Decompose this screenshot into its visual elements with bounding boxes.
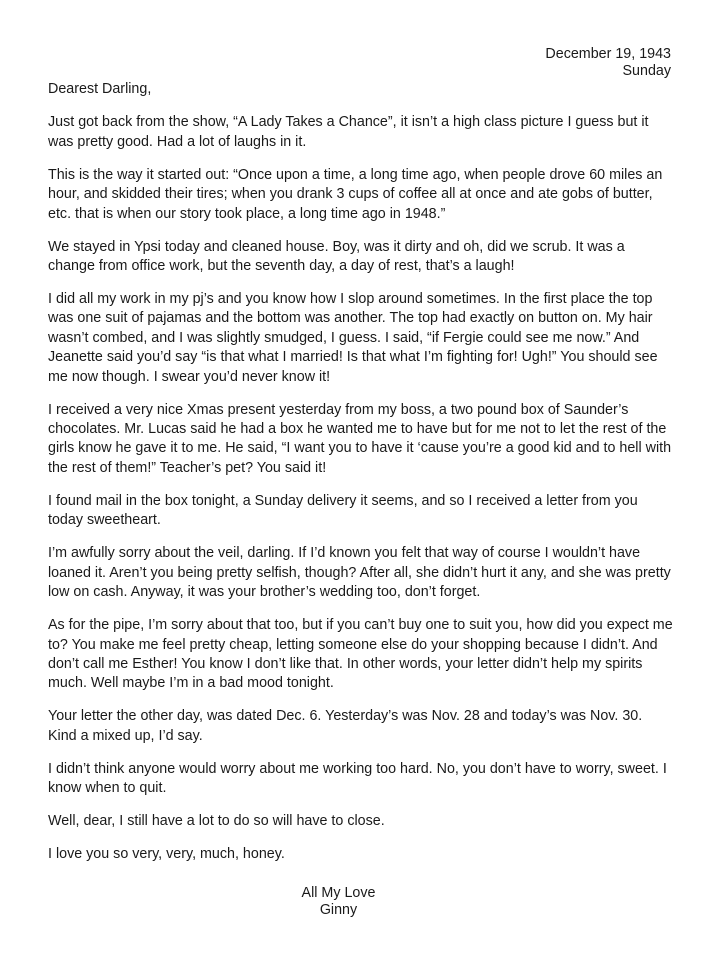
paragraph: Well, dear, I still have a lot to do so will have to close. (48, 813, 385, 830)
paragraph: We stayed in Ypsi today and cleaned house. Boy, was it dirty and oh, did we scrub. It was a change from office work, but the seventh day, a day of rest, that’s a laugh! (48, 238, 625, 275)
letter-body (48, 113, 673, 864)
paragraph: Just got back from the show, “A Lady Takes a Chance”, it isn’t a high class picture I guess but it was pretty good. Had a lot of laughs in it. (48, 114, 649, 150)
paragraph: Your letter the other day, was dated Dec. 6. Yesterday’s was Nov. 28 and today’s was Nov. 30. Kind a mixed up, I’d say. (48, 708, 643, 744)
closing-block (26, 885, 651, 919)
date-block (48, 46, 671, 80)
letter-day: Sunday (622, 63, 671, 79)
closing-line: All My Love (301, 884, 376, 901)
paragraph: I love you so very, very, much, honey. (48, 846, 285, 863)
paragraph: As for the pipe, I’m sorry about that too, but if you can’t buy one to suit you, how did you expect me to? You make me feel pretty cheap, letting someone else do your shopping because I didn’t. And don’t call me Esther! You know I don’t like that. In other words, your letter didn’t help my spirits much. Well maybe I’m in a bad mood tonight. (48, 617, 673, 692)
paragraph: I didn’t think anyone would worry about me working too hard. No, you don’t have to worry, sweet. I know when to quit. (48, 760, 667, 797)
signature: Ginny (319, 901, 358, 918)
letter-page (48, 46, 673, 919)
paragraph: I found mail in the box tonight, a Sunday delivery it seems, and so I received a letter from you today sweetheart. (48, 492, 638, 529)
paragraph: I received a very nice Xmas present yesterday from my boss, a two pound box of Saunder’s chocolates. Mr. Lucas said he had a box he wanted me to have but for me not to let the rest of the girls know he gave it to me. He said, “I want you to have it ‘cause you’re a good kid and to hell with the rest of them!” Teacher’s pet? You said it! (48, 401, 672, 476)
paragraph: This is the way it started out: “Once upon a time, a long time ago, when people drove 60 miles an hour, and skidded their tires; when you drank 3 cups of coffee all at once and ate gobs of butter, etc. that is when our story took place, a long time ago in 1948.” (48, 166, 663, 222)
paragraph: I’m awfully sorry about the veil, darling. If I’d known you felt that way of course I wouldn’t have loaned it. Aren’t you being pretty selfish, though? After all, she didn’t hurt it any, and she was pretty low on cash. Anyway, it was your brother’s wedding too, don’t forget. (48, 545, 671, 601)
salutation: Dearest Darling, (48, 81, 152, 97)
paragraph: I did all my work in my pj’s and you know how I slop around sometimes. In the first place the top was one suit of pajamas and the bottom was another. The top had exactly on button on. My hair wasn’t combed, and I was slightly smudged, I guess. I said, “if Fergie could see me now.” And Jeanette said you’d say “is that what I married! Is that what I’m fighting for! Ugh!” You should see me now though. I swear you’d never know it! (48, 291, 658, 385)
letter-date: December 19, 1943 (545, 46, 671, 62)
